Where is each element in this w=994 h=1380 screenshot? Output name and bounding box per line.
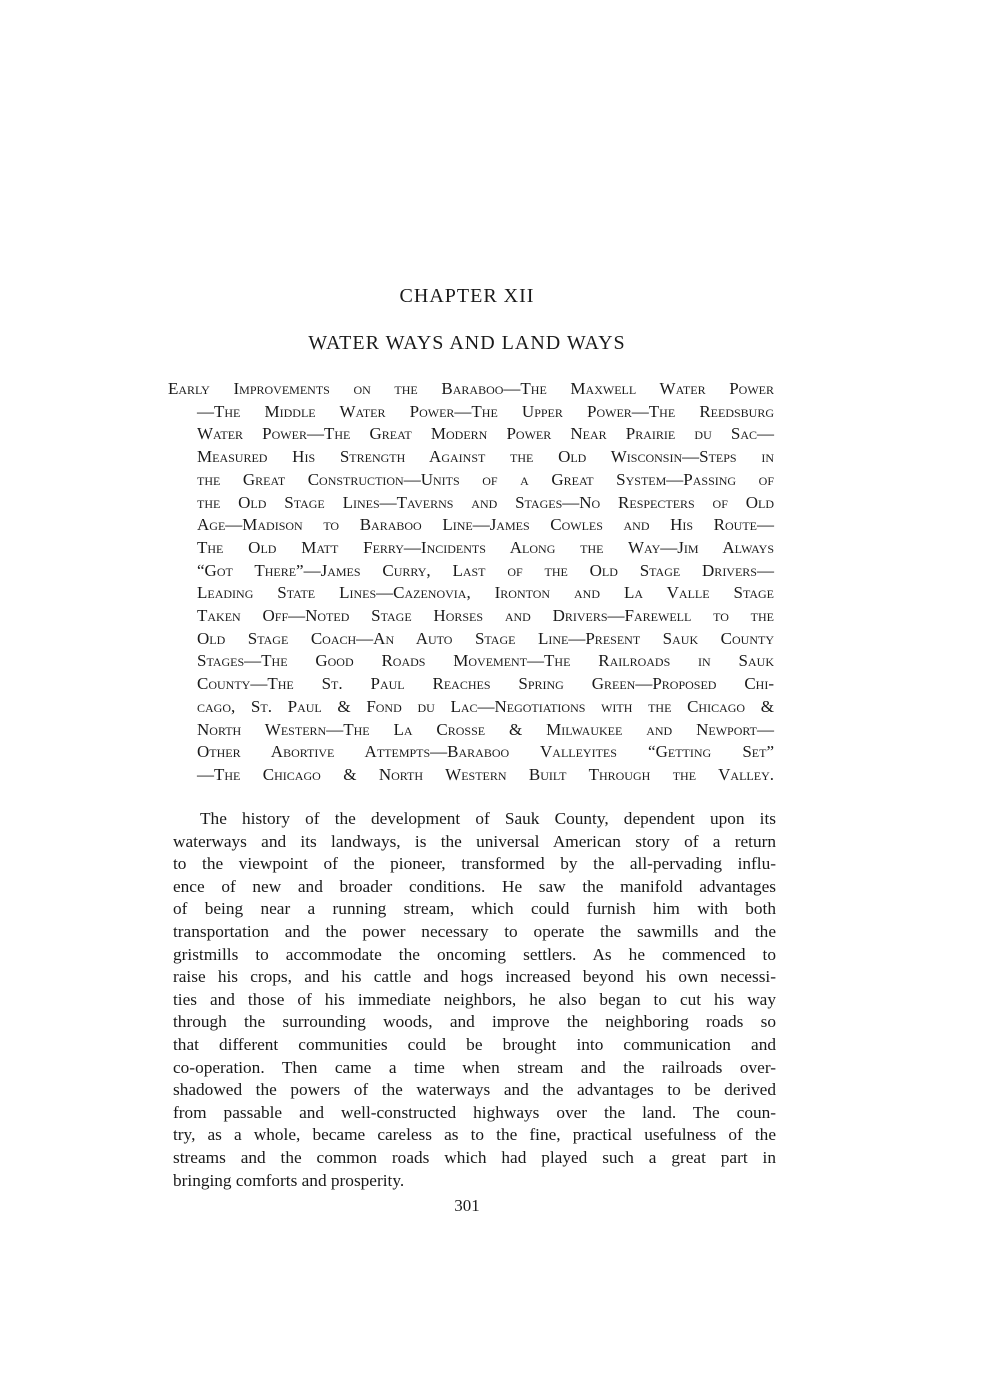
synopsis-line: Early Improvements on the Baraboo—The Maxwell Water Power — [168, 379, 774, 398]
body-line: ties and those of his immediate neighbors, he also began to cut his way — [173, 989, 776, 1009]
chapter-number: CHAPTER XII — [399, 285, 535, 307]
chapter-title: WATER WAYS AND LAND WAYS — [308, 332, 626, 354]
body-line: co-operation. Then came a time when stream and the railroads over- — [173, 1057, 776, 1077]
body-line: from passable and well-constructed highways over the land. The coun- — [173, 1102, 776, 1122]
body-line: to the viewpoint of the pioneer, transformed by the all-pervading influ- — [173, 854, 776, 874]
body-line: that different communities could be brought into communication and — [173, 1034, 776, 1054]
body-line: gristmills to accommodate the oncoming settlers. As he commenced to — [173, 944, 776, 964]
synopsis-line: the Great Construction—Units of a Great System—Passing of — [197, 469, 774, 489]
synopsis-line: Old Stage Coach—An Auto Stage Line—Present Sauk County — [197, 628, 774, 648]
body-line: through the surrounding woods, and improve the neighboring roads so — [173, 1012, 776, 1032]
body-line: bringing comforts and prosperity. — [173, 1170, 405, 1190]
body-line: transportation and the power necessary to operate the sawmills and the — [173, 921, 776, 941]
synopsis-line: Age—Madison to Baraboo Line—James Cowles and His Route— — [197, 515, 774, 535]
body-line: ence of new and broader conditions. He saw the manifold advantages — [173, 876, 776, 896]
synopsis-line: The Old Matt Ferry—Incidents Along the Way—Jim Always — [197, 537, 774, 557]
synopsis-line: North Western—The La Crosse & Milwaukee and Newport— — [197, 719, 774, 739]
body-paragraph — [173, 808, 776, 1192]
synopsis-line: Other Abortive Attempts—Baraboo Valleyites “Getting Set” — [197, 742, 774, 762]
body-line: The history of the development of Sauk County, dependent upon its — [200, 809, 776, 828]
synopsis-line: “Got There”—James Curry, Last of the Old Stage Drivers— — [197, 560, 774, 580]
body-line: waterways and its landways, is the universal American story of a return — [173, 831, 776, 851]
body-line: try, as a whole, became careless as to the fine, practical usefulness of the — [173, 1125, 776, 1145]
synopsis-line: County—The St. Paul Reaches Spring Green—Proposed Chi- — [197, 674, 774, 694]
synopsis-line: cago, St. Paul & Fond du Lac—Negotiations with the Chicago & — [197, 696, 774, 716]
body-line: of being near a running stream, which could furnish him with both — [173, 899, 776, 919]
synopsis-line: Taken Off—Noted Stage Horses and Drivers—Farewell to the — [197, 606, 774, 626]
body-line: shadowed the powers of the waterways and the advantages to be derived — [173, 1080, 776, 1100]
page-number: 301 — [454, 1196, 480, 1215]
synopsis-line: Water Power—The Great Modern Power Near Prairie du Sac— — [197, 424, 774, 444]
synopsis-line: —The Middle Water Power—The Upper Power—The Reedsburg — [197, 401, 774, 421]
synopsis-line: Stages—The Good Roads Movement—The Railroads in Sauk — [197, 651, 774, 671]
synopsis-line: —The Chicago & North Western Built Through the Valley. — [197, 764, 774, 784]
body-line: streams and the common roads which had played such a great part in — [173, 1147, 776, 1167]
synopsis-line: Measured His Strength Against the Old Wisconsin—Steps in — [197, 447, 774, 467]
chapter-synopsis — [168, 378, 774, 787]
synopsis-line: Leading State Lines—Cazenovia, Ironton and La Valle Stage — [197, 583, 774, 603]
synopsis-line: the Old Stage Lines—Taverns and Stages—No Respecters of Old — [197, 492, 774, 512]
body-line: raise his crops, and his cattle and hogs increased beyond his own necessi- — [173, 967, 776, 987]
